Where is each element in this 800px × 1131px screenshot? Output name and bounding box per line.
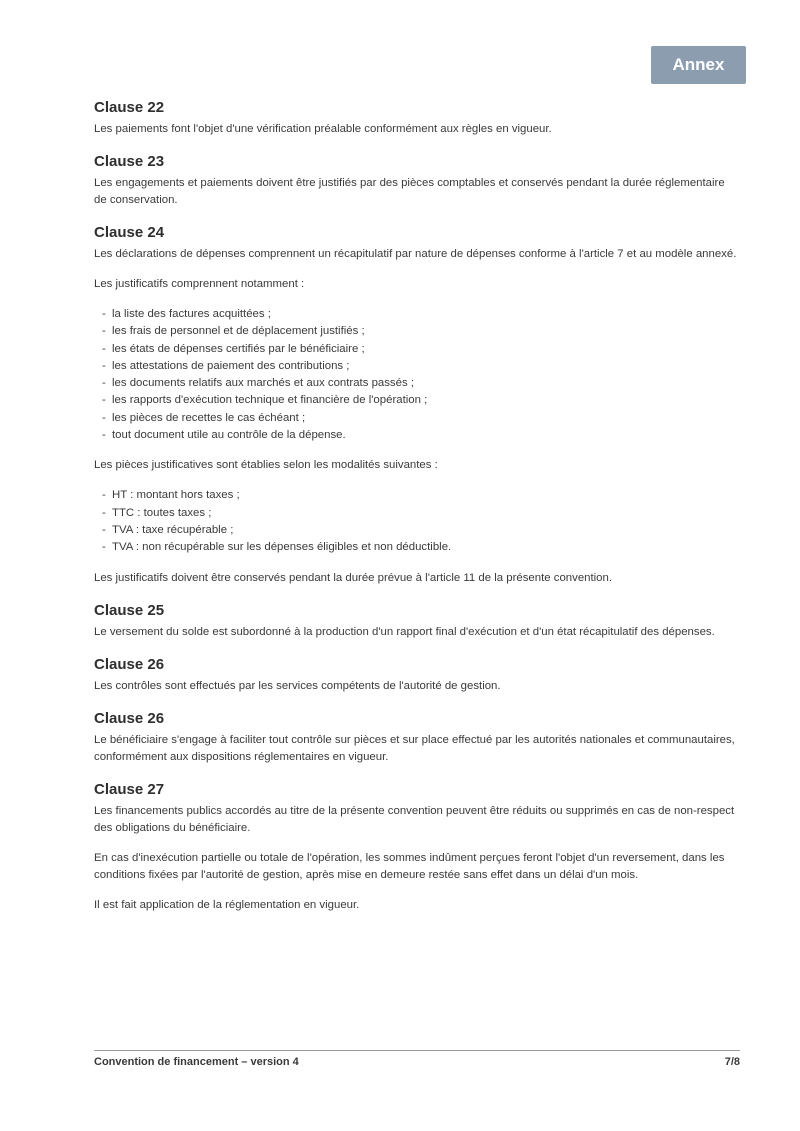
list-intro: Les justificatifs comprennent notamment : (94, 278, 305, 290)
clause-title: Clause 23 (94, 153, 165, 170)
clause-title: Clause 26 (94, 709, 165, 727)
footer-page-number: 7/8 (724, 1056, 740, 1068)
annex-badge (651, 46, 746, 84)
footer-divider (94, 1050, 740, 1051)
list-item: - les frais de personnel et de déplacement justifiés ; (112, 323, 740, 340)
clause-section (94, 655, 740, 695)
list-item: - les pièces de recettes le cas échéant ; (112, 410, 740, 427)
clause-section (94, 152, 740, 209)
list-item: - la liste des factures acquittées ; (112, 306, 740, 323)
clause-paragraph: Les déclarations de dépenses comprennent un récapitulatif par nature de dépenses conforme à l'article 7 et au modèle annexé. (94, 248, 737, 260)
footer-document-title: Convention de financement – version 4 (94, 1056, 299, 1068)
list-item: - les états de dépenses certifiés par le bénéficiaire ; (112, 341, 740, 358)
list-item: - les attestations de paiement des contributions ; (112, 358, 740, 375)
clause-section (94, 601, 740, 641)
clause-section (94, 223, 740, 587)
modalities-list (94, 487, 740, 556)
clause-title: Clause 22 (94, 99, 165, 116)
clause-paragraph: Les engagements et paiements doivent être justifiés par des pièces comptables et conservés pendant la durée réglementaire de conservation. (94, 177, 725, 206)
clause-title: Clause 27 (94, 780, 165, 798)
clause-section (94, 709, 740, 766)
clause-paragraph: Le bénéficiaire s'engage à faciliter tout contrôle sur pièces et sur place effectué par les autorités nationales et communautaires, conformément aux dispositions réglementaires en vigueur. (94, 733, 735, 763)
list-item: - les rapports d'exécution technique et financière de l'opération ; (112, 392, 740, 409)
list-item: - HT : montant hors taxes ; (112, 487, 740, 504)
list-item: - TVA : taxe récupérable ; (112, 522, 740, 539)
clause-section (94, 780, 740, 914)
list-item: - les documents relatifs aux marchés et aux contrats passés ; (112, 375, 740, 392)
clause-paragraph: Les financements publics accordés au titre de la présente convention peuvent être réduits ou supprimés en cas de non-respect des obligations du bénéficiaire. (94, 804, 735, 834)
justification-list (94, 306, 740, 444)
list-item: - TTC : toutes taxes ; (112, 505, 740, 522)
clause-title: Clause 24 (94, 224, 165, 241)
clause-title: Clause 25 (94, 601, 165, 619)
clause-paragraph: Les justificatifs doivent être conservés pendant la durée prévue à l'article 11 de la présente convention. (94, 571, 613, 584)
annex-badge-label: Annex (672, 55, 725, 74)
list-intro: Les pièces justificatives sont établies selon les modalités suivantes : (94, 459, 438, 472)
clause-paragraph: En cas d'inexécution partielle ou totale de l'opération, les sommes indûment perçues feront l'objet d'un reversement, dans les conditions fixées par l'autorité de gestion, après mise en demeure restée sans effet dans un délai d'un mois. (94, 851, 725, 881)
clause-paragraph: Les paiements font l'objet d'une vérification préalable conformément aux règles en vigueur. (94, 123, 552, 135)
list-item: - tout document utile au contrôle de la dépense. (112, 427, 740, 444)
clause-paragraph: Le versement du solde est subordonné à la production d'un rapport final d'exécution et d'un état récapitulatif des dépenses. (94, 625, 715, 638)
list-item: - TVA : non récupérable sur les dépenses éligibles et non déductible. (112, 539, 740, 556)
clause-section (94, 98, 740, 138)
clause-title: Clause 26 (94, 655, 165, 673)
document-body (94, 98, 740, 928)
clause-paragraph: Il est fait application de la réglementation en vigueur. (94, 898, 360, 911)
clause-paragraph: Les contrôles sont effectués par les services compétents de l'autorité de gestion. (94, 679, 501, 692)
